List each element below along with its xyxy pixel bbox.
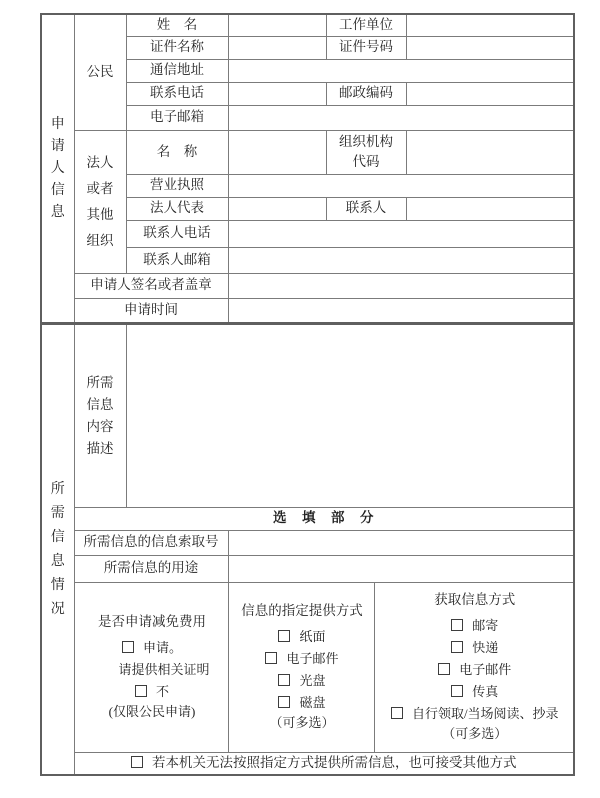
input-cell-signature[interactable] [228, 273, 574, 298]
input-cell-info-purpose[interactable] [228, 555, 574, 582]
option-provide-disk: 磁盘 [239, 692, 366, 714]
checkbox-provide-email[interactable] [265, 652, 277, 664]
input-cell-mailing-address[interactable] [228, 59, 574, 82]
option-provide-paper: 纸面 [239, 626, 366, 648]
input-cell-business-license[interactable] [228, 174, 574, 197]
organization-group-text: 法人 或者 其他 组织 [86, 154, 114, 248]
label-contact-person-phone: 联系人电话 [126, 220, 228, 247]
label-description [74, 324, 126, 507]
fee-waiver-header: 是否申请减免费用 [98, 614, 206, 629]
option-obtain-mail: 邮寄 [385, 615, 566, 637]
input-cell-id-number[interactable] [406, 36, 574, 59]
label-id-type: 证件名称 [126, 36, 228, 59]
checkbox-fee-apply[interactable] [122, 641, 134, 653]
checkbox-provide-disk[interactable] [278, 696, 290, 708]
input-cell-email[interactable] [228, 105, 574, 130]
option-fee-no: 不 [85, 681, 220, 703]
obtain-method-header: 获取信息方式 [434, 592, 516, 607]
section-title-needed-info [41, 324, 74, 775]
provide-method-cell [228, 582, 374, 752]
input-cell-contact-person[interactable] [406, 197, 574, 220]
input-cell-application-time[interactable] [228, 298, 574, 323]
label-legal-rep: 法人代表 [126, 197, 228, 220]
input-cell-org-code[interactable] [406, 130, 574, 174]
label-application-time: 申请时间 [74, 298, 228, 323]
org-code-label-text: 组织机构 代码 [339, 134, 393, 169]
checkbox-obtain-email[interactable] [438, 663, 450, 675]
applicant-info-table [40, 13, 575, 324]
checkbox-provide-paper[interactable] [278, 630, 290, 642]
optional-section-header: 选 填 部 分 [74, 507, 574, 530]
option-obtain-self-pickup: 自行领取/当场阅读、抄录 [385, 703, 566, 725]
input-cell-legal-rep[interactable] [228, 197, 326, 220]
checkbox-obtain-fax[interactable] [451, 685, 463, 697]
input-cell-description[interactable] [126, 324, 574, 507]
label-signature-or-seal: 申请人签名或者盖章 [74, 273, 228, 298]
input-cell-postal-code[interactable] [406, 82, 574, 105]
label-org-name: 名 称 [126, 130, 228, 174]
needed-side-title: 所 需 信 息 情 况 [50, 481, 65, 617]
option-obtain-fax: 传真 [385, 681, 566, 703]
label-contact-phone: 联系电话 [126, 82, 228, 105]
fee-apply-proof-note: 请提供相关证明 [118, 662, 210, 677]
label-postal-code: 邮政编码 [326, 82, 406, 105]
group-label-citizen: 公民 [74, 14, 126, 130]
input-cell-contact-person-email[interactable] [228, 247, 574, 273]
label-info-purpose: 所需信息的用途 [74, 555, 228, 582]
provide-footnote: （可多选） [269, 715, 335, 730]
input-cell-contact-person-phone[interactable] [228, 220, 574, 247]
label-name: 姓 名 [126, 14, 228, 36]
applicant-side-title: 申 请 人 信 息 [50, 116, 65, 220]
section-title-applicant-info [41, 14, 74, 323]
checkbox-provide-cd[interactable] [278, 674, 290, 686]
checkbox-accept-other-methods[interactable] [131, 756, 143, 768]
checkbox-obtain-self-pickup[interactable] [391, 707, 403, 719]
label-mailing-address: 通信地址 [126, 59, 228, 82]
label-business-license: 营业执照 [126, 174, 228, 197]
input-cell-info-index-number[interactable] [228, 530, 574, 555]
option-provide-email: 电子邮件 [239, 648, 366, 670]
obtain-footnote: （可多选） [442, 726, 508, 741]
label-id-number: 证件号码 [326, 36, 406, 59]
label-contact-person-email: 联系人邮箱 [126, 247, 228, 273]
obtain-method-cell [374, 582, 574, 752]
input-cell-work-unit[interactable] [406, 14, 574, 36]
input-cell-name[interactable] [228, 14, 326, 36]
group-label-organization [74, 130, 126, 273]
checkbox-obtain-mail[interactable] [451, 619, 463, 631]
input-cell-contact-phone[interactable] [228, 82, 326, 105]
checkbox-obtain-express[interactable] [451, 641, 463, 653]
input-cell-id-type[interactable] [228, 36, 326, 59]
option-obtain-express: 快递 [385, 637, 566, 659]
description-label-text: 所需 信息 内容 描述 [86, 374, 114, 456]
fee-footnote: (仅限公民申请) [108, 704, 196, 719]
provide-method-header: 信息的指定提供方式 [241, 603, 363, 618]
option-provide-cd: 光盘 [239, 670, 366, 692]
option-fee-apply: 申请。 [85, 637, 220, 659]
accept-other-methods-row [74, 752, 574, 775]
checkbox-fee-no[interactable] [135, 685, 147, 697]
label-info-index-number: 所需信息的信息索取号 [74, 530, 228, 555]
option-obtain-email: 电子邮件 [385, 659, 566, 681]
input-cell-org-name[interactable] [228, 130, 326, 174]
label-contact-person: 联系人 [326, 197, 406, 220]
accept-other-methods-label: 若本机关无法按照指定方式提供所需信息，也可接受其他方式 [152, 754, 517, 770]
needed-info-table [40, 323, 575, 776]
label-email: 电子邮箱 [126, 105, 228, 130]
label-work-unit: 工作单位 [326, 14, 406, 36]
fee-waiver-cell [74, 582, 228, 752]
label-org-code [326, 130, 406, 174]
